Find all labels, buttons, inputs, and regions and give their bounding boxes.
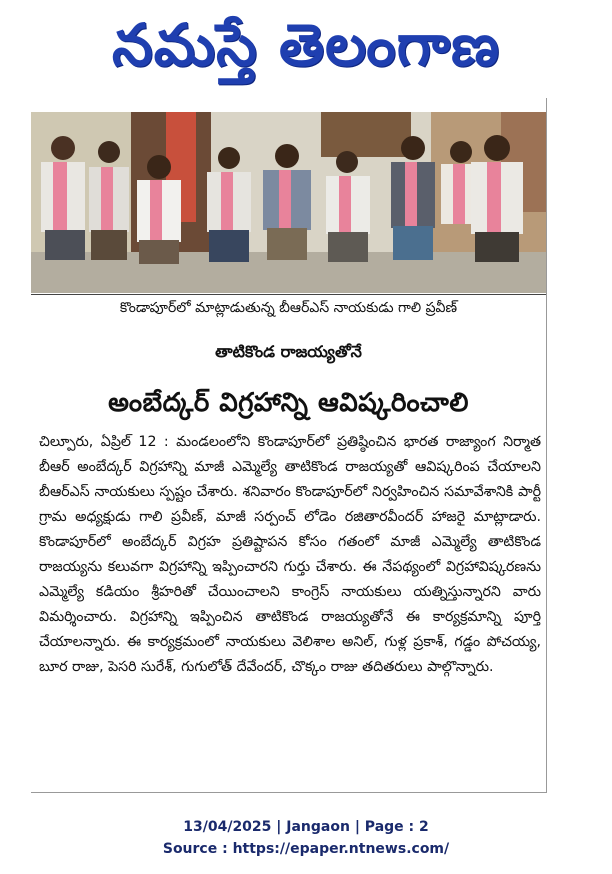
- article-headline: అంబేద్కర్ విగ్రహాన్ని ఆవిష్కరించాలి: [108, 388, 469, 418]
- article-photo: [31, 112, 546, 293]
- newspaper-title: నమస్తే తెలంగాణ: [112, 11, 500, 79]
- masthead: [0, 4, 612, 86]
- article-clipping: [31, 98, 547, 793]
- article-body: చిల్పూరు, ఏప్రిల్ 12 : మండలంలోని కొండాపూర్‌లో ప్రతిష్ఠించిన భారత రాజ్యాంగ నిర్మాత బీఆర్ అంబేద్కర్ విగ్రహాన్ని మాజీ ఎమ్మెల్యే తాటికొండ రాజయ్యతో ఆవిష్కరింప చేయాలని బీఆర్‌ఎస్ నాయకులు స్పష్టం చేశారు. శనివారం కొండాపూర్‌లో నిర్వహించిన సమావేశానికి పార్టీ గ్రామ అధ్యక్షుడు గాలి ప్రవీణ్, మాజీ సర్పంచ్ లోడెం రజితారవీందర్ హాజరై మాట్లాడారు. కొండాపూర్‌లో అంబేద్కర్ విగ్రహ ప్రతిష్టాపన కోసం గతంలో మాజీ ఎమ్మెల్యే తాటికొండ రాజయ్యను కలువగా విగ్రహాన్ని ఇప్పించారని గుర్తు చేశారు. ఈ నేపథ్యంలో విగ్రహావిష్కరణను ఎమ్మెల్యే కడియం శ్రీహరితో చేయించాలని కాంగ్రెస్ నాయకులు యత్నిస్తున్నారని వారు విమర్శించారు. విగ్రహాన్ని ఇప్పించిన తాటికొండ రాజయ్యతోనే ఈ కార్యక్రమాన్ని పూర్తి చేయాలన్నారు. ఈ కార్యక్రమంలో నాయకులు వెలిశాల అనిల్, గుళ్ల ప్రకాశ్, గడ్డం పోచయ్య, బూర రాజు, పెసరి సురేశ్, గుగులోత్ దేవేందర్, చొక్కం రాజు తదితరులు పాల్గొన్నారు.: [39, 434, 541, 675]
- source-line: Source : https://epaper.ntnews.com/: [162, 841, 450, 857]
- photo-caption: కొండాపూర్‌లో మాట్లాడుతున్న బీఆర్‌ఎస్ నాయకుడు గాలి ప్రవీణ్: [31, 294, 546, 321]
- article-kicker: తాటికొండ రాజయ్యతోనే: [215, 342, 362, 361]
- edition-date-line: 13/04/2025 | Jangaon | Page : 2: [183, 819, 429, 835]
- group-photo-image: [31, 112, 546, 293]
- edition-footer: [0, 816, 612, 860]
